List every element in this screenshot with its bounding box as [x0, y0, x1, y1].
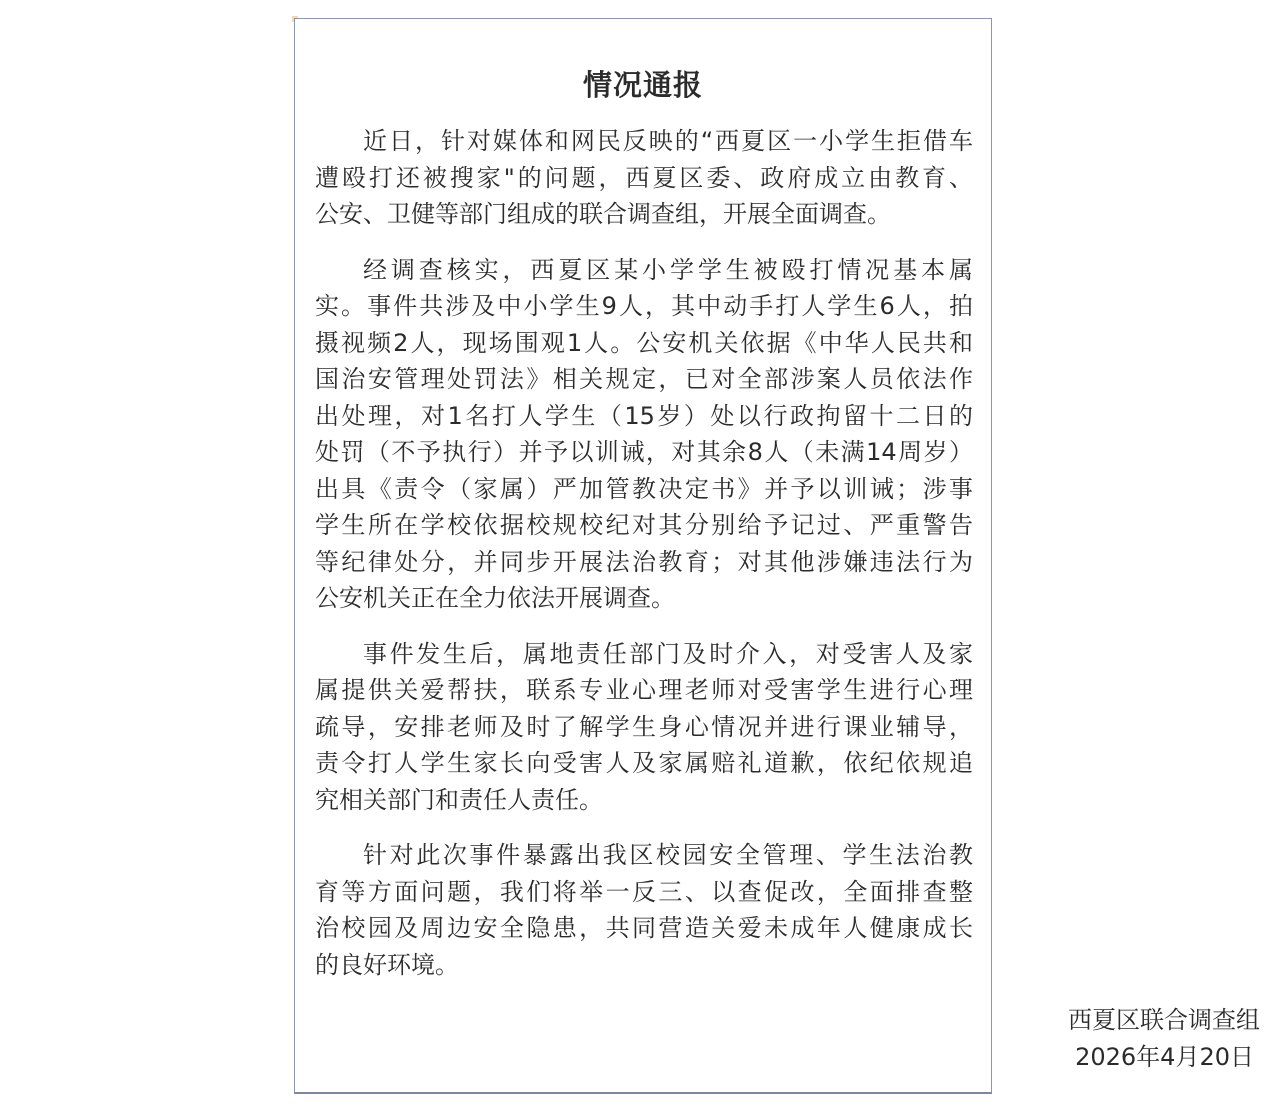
paragraph — [315, 123, 973, 233]
paragraph — [315, 636, 973, 819]
notice-document — [294, 18, 992, 1094]
paragraph-line: 摄视频2人，现场围观1人。公安机关依据《中华人民共和 — [315, 328, 973, 357]
paragraph-line: 国治安管理处罚法》相关规定，已对全部涉案人员依法作 — [315, 365, 973, 393]
paragraph-line: 实。事件共涉及中小学生9人，其中动手打人学生6人，拍 — [315, 292, 973, 320]
paragraph-line: 近日，针对媒体和网民反映的“西夏区一小学生拒借车 — [363, 127, 973, 155]
paragraph-line: 育等方面问题，我们将举一反三、以查促改，全面排查整 — [315, 877, 973, 906]
paragraph — [315, 837, 973, 983]
paragraph-line: 责令打人学生家长向受害人及家属赔礼道歉，依纪依规追 — [315, 749, 973, 777]
paragraph-line: 遭殴打还被搜家"的问题，西夏区委、政府成立由教育、 — [315, 163, 973, 192]
paragraph-line: 公安机关正在全力依法开展调查。 — [315, 584, 675, 612]
signature-date: 2026年4月20日 — [1075, 1043, 1254, 1071]
paragraph-line: 究相关部门和责任人责任。 — [315, 785, 603, 814]
notice-body — [315, 123, 973, 1002]
paragraph-line: 公安、卫健等部门组成的联合调查组，开展全面调查。 — [315, 200, 891, 228]
paragraph-line: 属提供关爱帮扶，联系专业心理老师对受害学生进行心理 — [315, 676, 973, 704]
paragraph-line: 的良好环境。 — [315, 950, 459, 979]
paragraph — [315, 252, 973, 617]
paragraph-line: 处罚（不予执行）并予以训诫，对其余8人（未满14周岁） — [315, 438, 973, 466]
paragraph-line: 经调查核实，西夏区某小学学生被殴打情况基本属 — [363, 255, 973, 284]
signature-org: 西夏区联合调查组 — [1068, 1006, 1260, 1034]
paragraph-line: 学生所在学校依据校规校纪对其分别给予记过、严重警告 — [315, 511, 973, 539]
paragraph-line: 出处理，对1名打人学生（15岁）处以行政拘留十二日的 — [315, 401, 973, 430]
paragraph-line: 等纪律处分，并同步开展法治教育；对其他涉嫌违法行为 — [315, 547, 973, 576]
paragraph-line: 事件发生后，属地责任部门及时介入，对受害人及家 — [363, 639, 973, 668]
paragraph-line: 针对此次事件暴露出我区校园安全管理、学生法治教 — [363, 841, 973, 869]
paragraph-line: 疏导，安排老师及时了解学生身心情况并进行课业辅导， — [315, 712, 973, 741]
paragraph-line: 出具《责令（家属）严加管教决定书》并予以训诫；涉事 — [315, 474, 973, 503]
notice-title: 情况通报 — [582, 68, 703, 102]
signature-block — [1068, 1002, 1260, 1076]
paragraph-line: 治校园及周边安全隐患，共同营造关爱未成年人健康成长 — [315, 914, 973, 942]
